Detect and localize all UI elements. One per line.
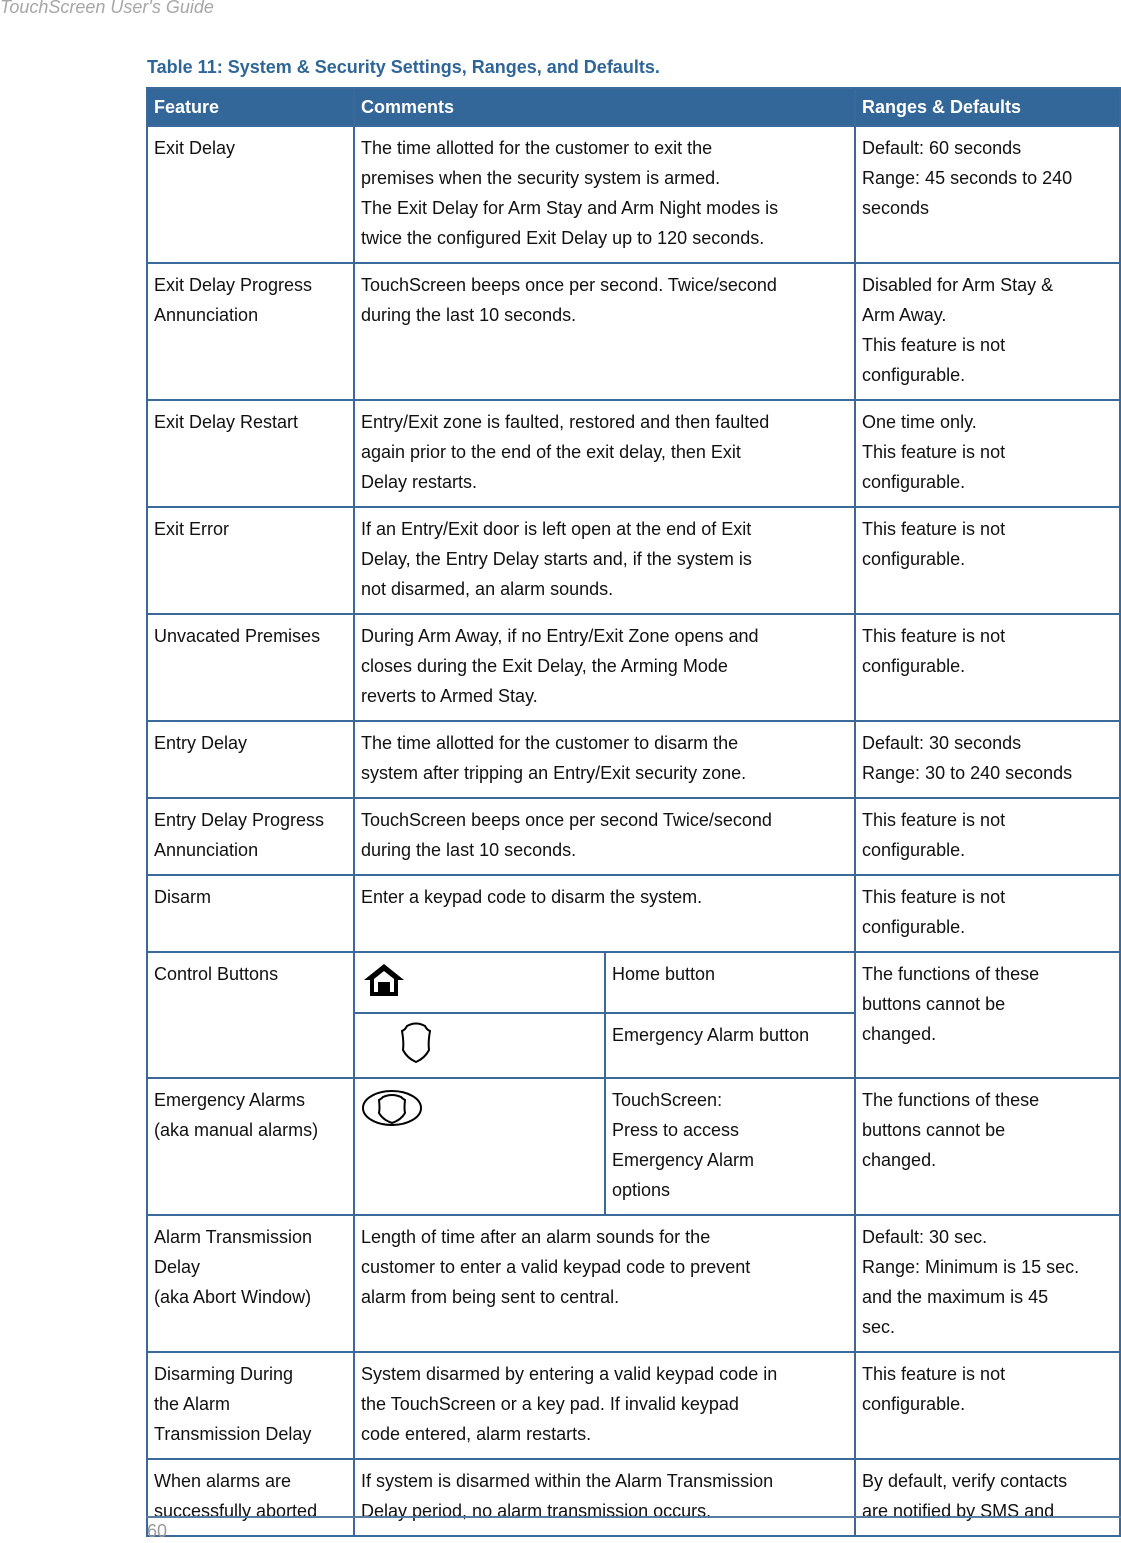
table-row	[147, 1215, 1120, 1352]
comments-cell: Enter a keypad code to disarm the system.	[354, 875, 855, 952]
table-row	[147, 875, 1120, 952]
comments-cell: Length of time after an alarm sounds for the customer to enter a valid keypad code to prevent alarm from being sent to central.	[354, 1215, 855, 1352]
comments-cell: Entry/Exit zone is faulted, restored and then faulted again prior to the end of the exit delay, then Exit Delay restarts.	[354, 400, 855, 507]
shield-icon	[401, 1022, 431, 1073]
ranges-cell: Default: 60 seconds Range: 45 seconds to 240 seconds	[855, 126, 1120, 263]
column-header-ranges: Ranges & Defaults	[855, 88, 1120, 126]
ranges-cell: By default, verify contacts are notified by SMS and	[855, 1459, 1120, 1536]
comments-cell: If system is disarmed within the Alarm Transmission Delay period, no alarm transmission occurs.	[354, 1459, 855, 1536]
table-row	[147, 952, 1120, 1013]
emergency-button-label: Emergency Alarm button	[605, 1013, 855, 1078]
running-head: TouchScreen User's Guide	[0, 0, 214, 17]
home-icon	[361, 961, 407, 1008]
footer-divider	[146, 1516, 1121, 1518]
ranges-cell: This feature is not configurable.	[855, 507, 1120, 614]
table-row	[147, 1459, 1120, 1536]
comments-cell: The time allotted for the customer to exit the premises when the security system is armed. The Exit Delay for Arm Stay and Arm Night modes is twice the configured Exit Delay up to 120 seconds.	[354, 126, 855, 263]
emergency-alarm-description: TouchScreen: Press to access Emergency Alarm options	[605, 1078, 855, 1215]
ranges-cell: This feature is not configurable.	[855, 1352, 1120, 1459]
ranges-cell: Default: 30 sec. Range: Minimum is 15 sec. and the maximum is 45 sec.	[855, 1215, 1120, 1352]
table-row	[147, 721, 1120, 798]
page-number: 60	[147, 1521, 168, 1541]
column-header-comments: Comments	[354, 88, 855, 126]
comments-cell: TouchScreen beeps once per second Twice/second during the last 10 seconds.	[354, 798, 855, 875]
ranges-cell: This feature is not configurable.	[855, 614, 1120, 721]
comments-cell: TouchScreen beeps once per second. Twice/second during the last 10 seconds.	[354, 263, 855, 400]
ranges-cell: This feature is not configurable.	[855, 798, 1120, 875]
feature-cell: Exit Delay	[147, 126, 354, 263]
comments-cell: During Arm Away, if no Entry/Exit Zone opens and closes during the Exit Delay, the Arming Mode reverts to Armed Stay.	[354, 614, 855, 721]
home-button-label: Home button	[605, 952, 855, 1013]
comments-cell: System disarmed by entering a valid keypad code in the TouchScreen or a key pad. If invalid keypad code entered, alarm restarts.	[354, 1352, 855, 1459]
feature-cell: Entry Delay Progress Annunciation	[147, 798, 354, 875]
ranges-cell: Default: 30 seconds Range: 30 to 240 seconds	[855, 721, 1120, 798]
home-icon-cell	[354, 952, 605, 1013]
feature-cell: Exit Delay Progress Annunciation	[147, 263, 354, 400]
table-row	[147, 614, 1120, 721]
feature-cell: Disarm	[147, 875, 354, 952]
feature-cell: Control Buttons	[147, 952, 354, 1078]
settings-table	[146, 87, 1121, 1537]
comments-cell: If an Entry/Exit door is left open at the end of Exit Delay, the Entry Delay starts and, if the system is not disarmed, an alarm sounds.	[354, 507, 855, 614]
ranges-cell: One time only. This feature is not configurable.	[855, 400, 1120, 507]
feature-cell: Entry Delay	[147, 721, 354, 798]
shield-icon	[361, 1089, 423, 1136]
ranges-cell: Disabled for Arm Stay & Arm Away. This feature is not configurable.	[855, 263, 1120, 400]
table-row	[147, 263, 1120, 400]
table-caption: Table 11: System & Security Settings, Ranges, and Defaults.	[147, 57, 660, 77]
table-row	[147, 1078, 1120, 1215]
emergency-alarm-icon-cell	[354, 1078, 605, 1215]
column-header-feature: Feature	[147, 88, 354, 126]
feature-cell: Exit Error	[147, 507, 354, 614]
feature-cell: Exit Delay Restart	[147, 400, 354, 507]
ranges-cell: The functions of these buttons cannot be changed.	[855, 1078, 1120, 1215]
ranges-cell: The functions of these buttons cannot be changed.	[855, 952, 1120, 1078]
feature-cell: When alarms are successfully aborted	[147, 1459, 354, 1536]
ranges-cell: This feature is not configurable.	[855, 875, 1120, 952]
comments-cell: The time allotted for the customer to disarm the system after tripping an Entry/Exit security zone.	[354, 721, 855, 798]
feature-cell: Emergency Alarms (aka manual alarms)	[147, 1078, 354, 1215]
emergency-icon-cell	[354, 1013, 605, 1078]
table-row	[147, 1352, 1120, 1459]
table-header-row	[147, 88, 1120, 126]
table-row	[147, 126, 1120, 263]
feature-cell: Alarm Transmission Delay (aka Abort Window)	[147, 1215, 354, 1352]
table-row	[147, 798, 1120, 875]
feature-cell: Disarming During the Alarm Transmission Delay	[147, 1352, 354, 1459]
feature-cell: Unvacated Premises	[147, 614, 354, 721]
table-row	[147, 507, 1120, 614]
table-row	[147, 400, 1120, 507]
